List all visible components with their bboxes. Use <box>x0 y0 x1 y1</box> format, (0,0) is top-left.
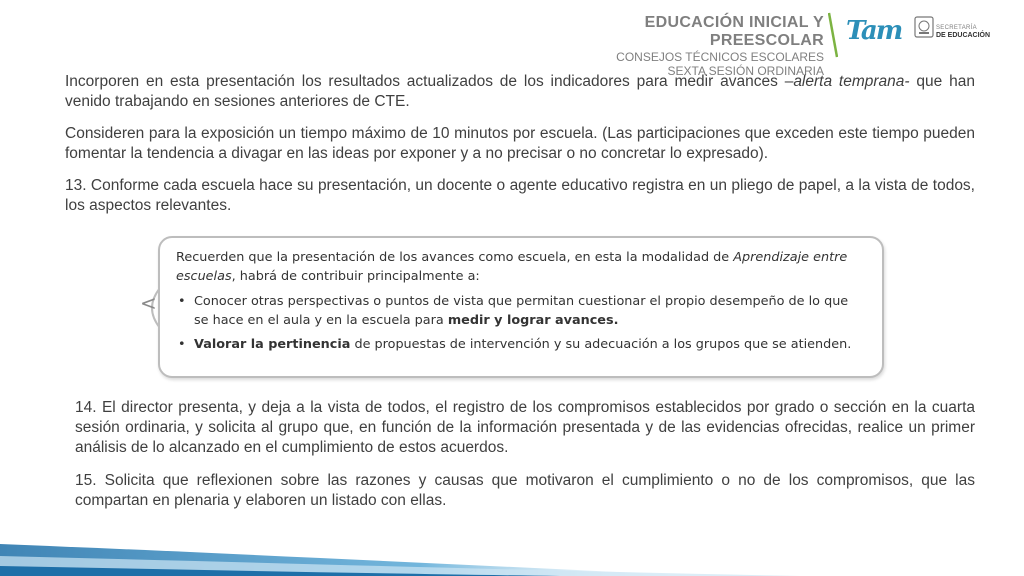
callout-bullet-1 <box>176 292 866 330</box>
p1-text-a: Incorporen en esta presentación los resultados actualizados de los indicadores para medir avances – <box>65 73 794 90</box>
callout-bullet-2 <box>176 335 866 354</box>
header-divider-slash <box>828 12 838 58</box>
secretaria-label <box>936 24 1002 40</box>
p1-text-b: que han venido trabajando en sesiones anteriores de CTE. <box>65 73 975 110</box>
bullet1-text: Conocer otras perspectivas o puntos de vista que permitan cuestionar el propio desempeño de lo que se hace en el aula y en la escuela para <box>194 294 849 328</box>
chevron-left-icon: < <box>140 291 157 315</box>
paragraph-step-13: 13. Conforme cada escuela hace su presentación, un docente o agente educativo registra en un pliego de papel, a la vista de todos, los aspectos relevantes. <box>65 177 975 214</box>
paragraph-step-15: 15. Solicita que reflexionen sobre las razones y causas que motivaron el cumplimiento o no de los compromisos, que las compartan en plenaria y elaboren un listado con ellas. <box>75 472 975 509</box>
callout-intro-b: , habrá de contribuir principalmente a: <box>231 269 480 284</box>
header-title: EDUCACIÓN INICIAL Y PREESCOLAR <box>644 14 824 49</box>
callout-intro <box>176 248 866 286</box>
paragraph-step-14: 14. El director presenta, y deja a la vista de todos, el registro de los compromisos establecidos por grado o sección en la cuarta sesión ordinaria, y solicita al grupo que, en función de la información presentada y de las evidencias ofrecidas, realice un primer análisis de lo alcanzado en el cumplimiento de estos acuerdos. <box>75 399 975 456</box>
header <box>532 12 1002 78</box>
logo-text: Tam <box>846 16 902 46</box>
bottom-wave-decoration <box>0 516 1024 576</box>
tamaulipas-logo <box>842 14 912 58</box>
paragraph-indicators <box>65 72 975 112</box>
bullet2-bold: Valorar la pertinencia <box>194 337 351 352</box>
bullet2-text: de propuestas de intervención y su adecuación a los grupos que se atienden. <box>350 337 852 352</box>
callout-bullet-list <box>176 292 866 354</box>
paragraph-time-limit: Consideren para la exposición un tiempo máximo de 10 minutos por escuela. (Las participaciones que exceden este tiempo pueden fomentar la tendencia a divagar en las ideas por exponer y a no precisar o no concretar lo expresado). <box>65 125 975 162</box>
bullet1-bold: medir y lograr avances. <box>447 313 619 328</box>
callout-intro-italic: Aprendizaje entre escuelas <box>176 250 848 284</box>
secretaria-line-1: SECRETARÍA <box>936 25 977 31</box>
header-text <box>532 14 824 78</box>
callout-intro-a: Recuerden que la presentación de los avances como escuela, en esta la modalidad de <box>176 250 734 265</box>
secretaria-line-2: DE EDUCACIÓN <box>936 32 991 39</box>
government-seal-icon <box>914 16 934 38</box>
header-subtitle-1: CONSEJOS TÉCNICOS ESCOLARES <box>616 50 824 64</box>
callout-content <box>176 248 866 359</box>
p1-italic: alerta temprana- <box>793 73 910 90</box>
header-subtitle-2: SEXTA SESIÓN ORDINARIA <box>667 64 824 78</box>
